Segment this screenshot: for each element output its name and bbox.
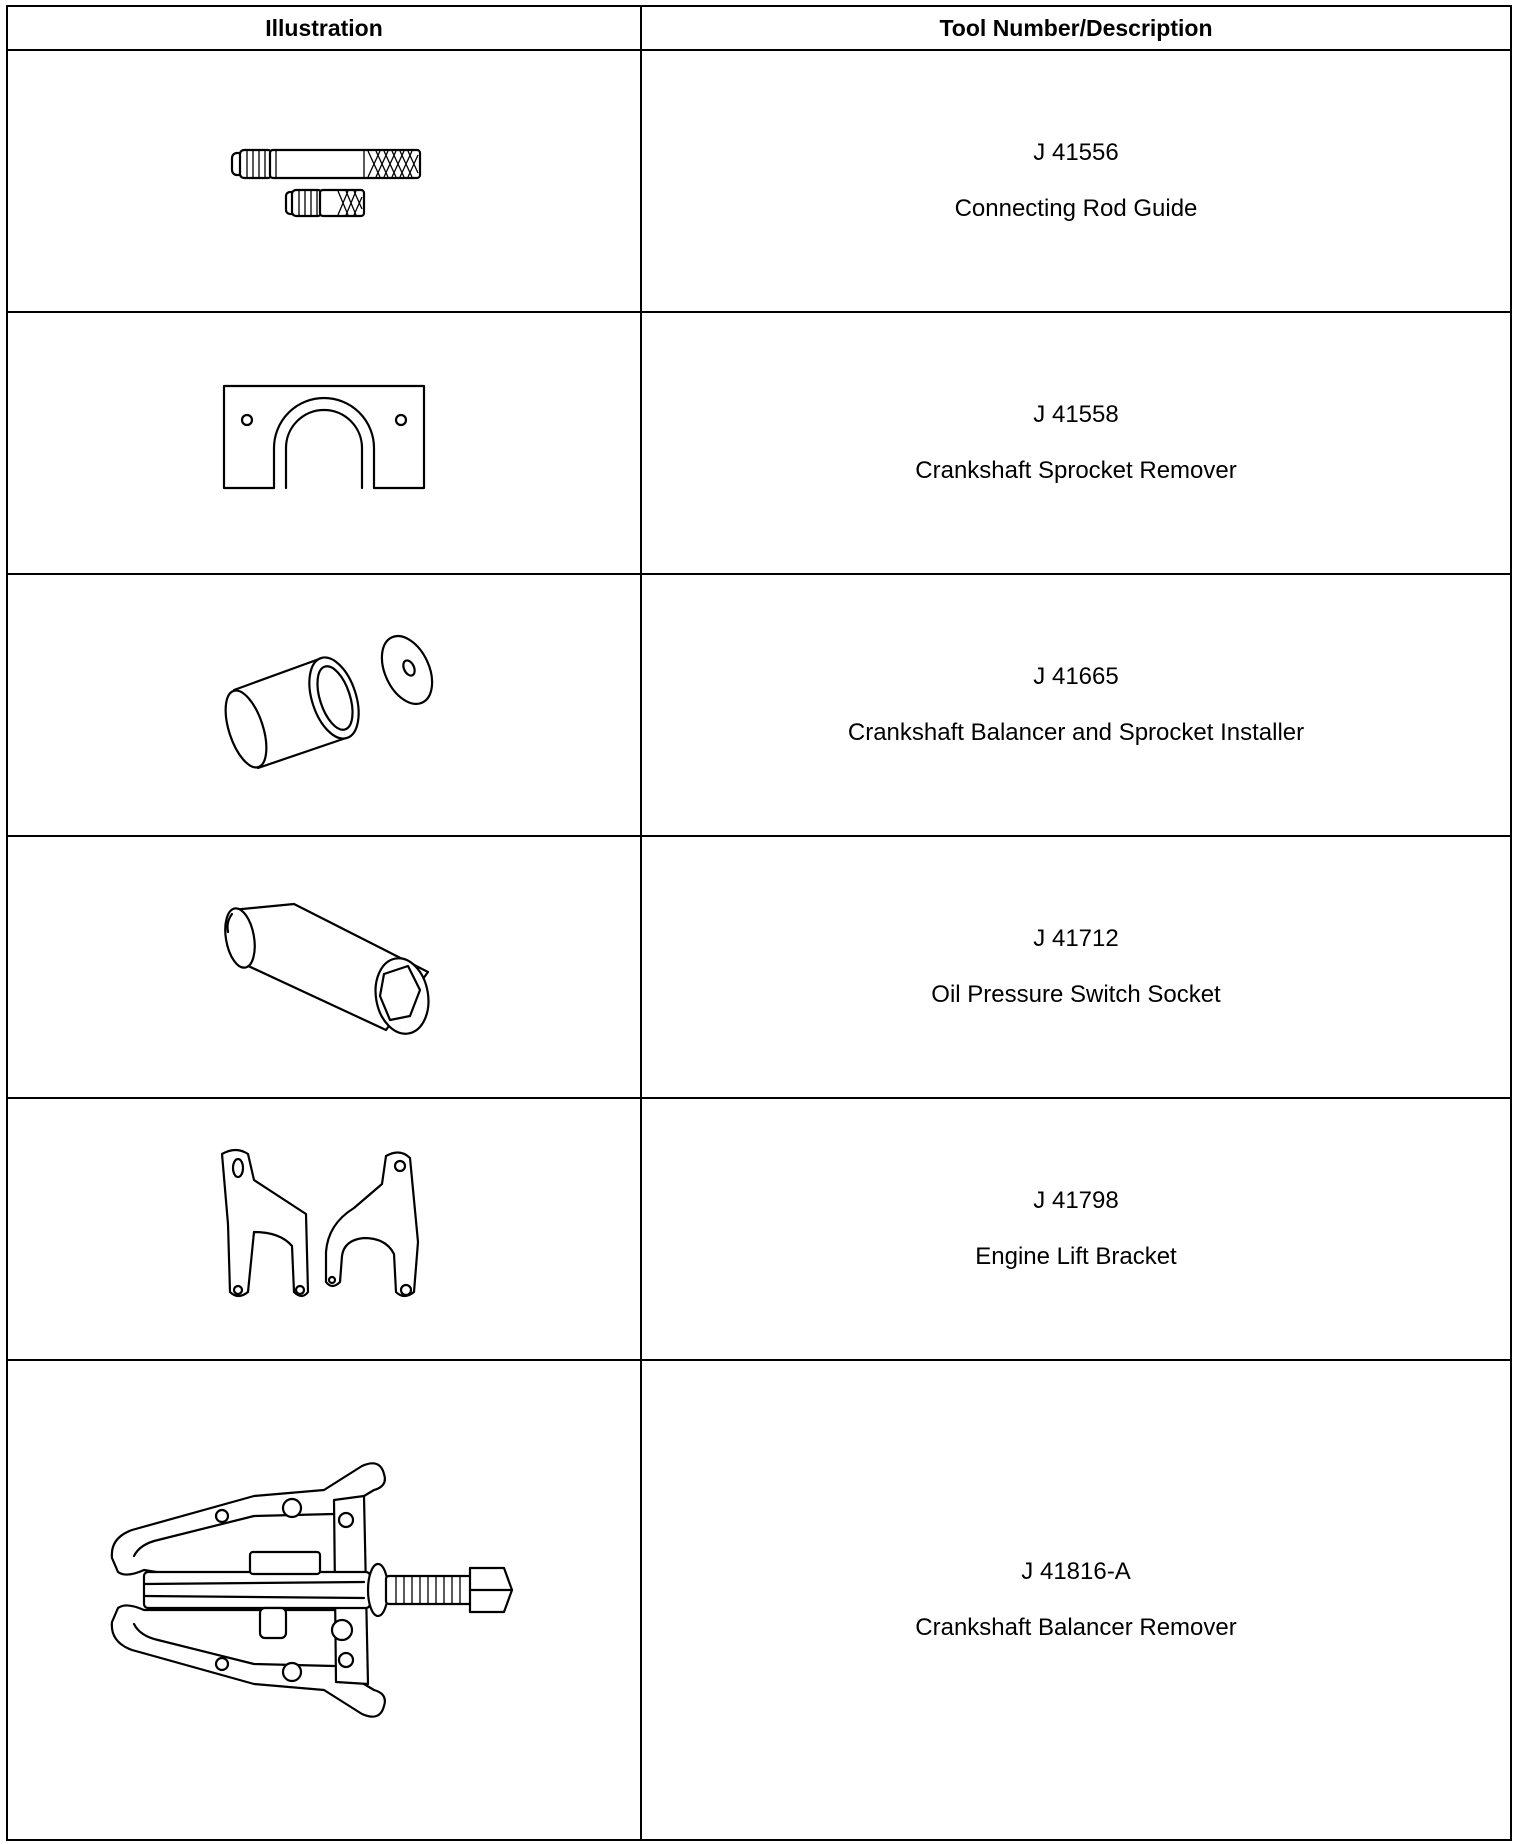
description-cell <box>641 312 1511 574</box>
description-cell <box>641 1098 1511 1360</box>
table-row <box>7 1098 1511 1360</box>
tool-number: J 41816-A <box>1021 1558 1131 1585</box>
table-row <box>7 50 1511 312</box>
tool-description: Crankshaft Balancer Remover <box>915 1614 1237 1641</box>
tool-number: J 41798 <box>1033 1187 1119 1214</box>
table-header-row <box>7 6 1511 50</box>
illustration-cell <box>7 1360 641 1840</box>
description-cell <box>641 836 1511 1098</box>
description-cell <box>641 50 1511 312</box>
oil-pressure-socket-icon <box>204 892 444 1042</box>
table-row <box>7 574 1511 836</box>
header-tool-number-description: Tool Number/Description <box>641 6 1511 50</box>
sprocket-remover-plate-icon <box>214 378 434 508</box>
description-cell <box>641 1360 1511 1840</box>
illustration-cell <box>7 574 641 836</box>
tool-number: J 41665 <box>1033 663 1119 690</box>
header-illustration: Illustration <box>7 6 641 50</box>
tool-description: Crankshaft Sprocket Remover <box>915 457 1237 484</box>
connecting-rod-guide-icon <box>204 136 444 226</box>
illustration-cell <box>7 50 641 312</box>
illustration-cell <box>7 1098 641 1360</box>
tool-table <box>6 5 1512 1841</box>
table-row <box>7 1360 1511 1840</box>
tool-description: Oil Pressure Switch Socket <box>931 981 1221 1008</box>
puller-icon <box>104 1460 544 1740</box>
engine-lift-bracket-icon <box>204 1144 444 1314</box>
balancer-installer-icon <box>204 630 444 780</box>
tool-description: Connecting Rod Guide <box>954 195 1198 222</box>
tool-number: J 41712 <box>1033 925 1119 952</box>
tool-number: J 41558 <box>1033 401 1119 428</box>
tool-number: J 41556 <box>1033 139 1119 166</box>
table-row <box>7 836 1511 1098</box>
illustration-cell <box>7 312 641 574</box>
illustration-cell <box>7 836 641 1098</box>
table-row <box>7 312 1511 574</box>
description-cell <box>641 574 1511 836</box>
tool-description: Crankshaft Balancer and Sprocket Installer <box>847 719 1305 746</box>
tool-description: Engine Lift Bracket <box>975 1243 1177 1270</box>
